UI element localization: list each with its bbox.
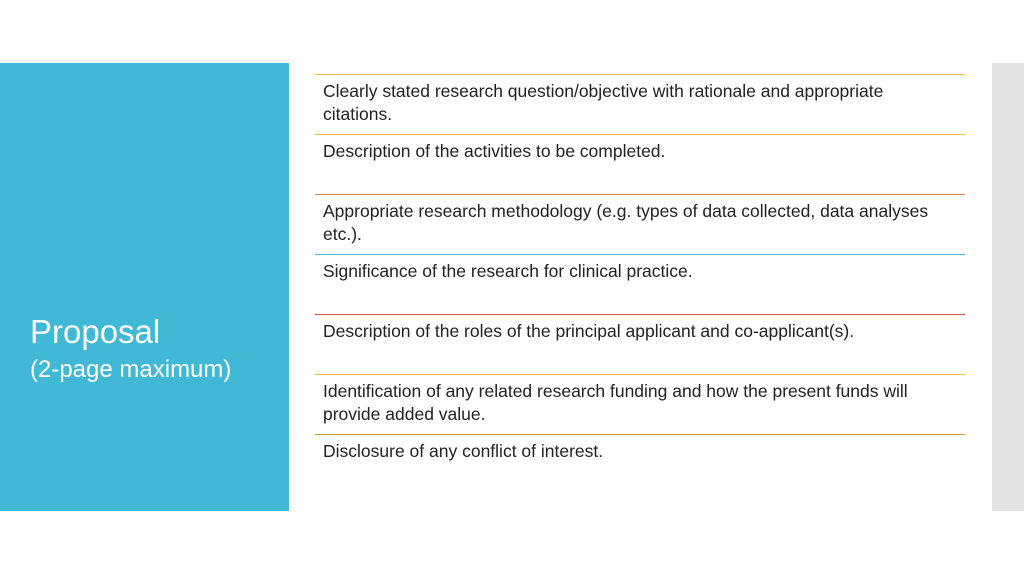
list-item — [315, 434, 965, 494]
right-decorative-bar — [992, 63, 1024, 511]
list-item-text: Clearly stated research question/objective with rationale and appropriate citations. — [323, 81, 884, 124]
slide-subtitle: (2-page maximum) — [30, 356, 232, 383]
list-item-text: Description of the activities to be completed. — [323, 141, 666, 161]
list-item-text: Identification of any related research funding and how the present funds will provide added value. — [323, 381, 908, 424]
list-item — [315, 194, 965, 254]
list-item — [315, 254, 965, 314]
list-item — [315, 374, 965, 434]
list-item-text: Description of the roles of the principal applicant and co-applicant(s). — [323, 321, 855, 341]
list-item — [315, 134, 965, 194]
side-panel — [0, 63, 289, 511]
list-item-text: Appropriate research methodology (e.g. types of data collected, data analyses etc.). — [323, 201, 929, 244]
list-item-text: Disclosure of any conflict of interest. — [323, 441, 604, 461]
list-item-text: Significance of the research for clinical practice. — [323, 261, 693, 281]
slide-title: Proposal — [30, 313, 161, 350]
requirements-list — [315, 74, 965, 494]
list-item — [315, 314, 965, 374]
list-item — [315, 74, 965, 134]
